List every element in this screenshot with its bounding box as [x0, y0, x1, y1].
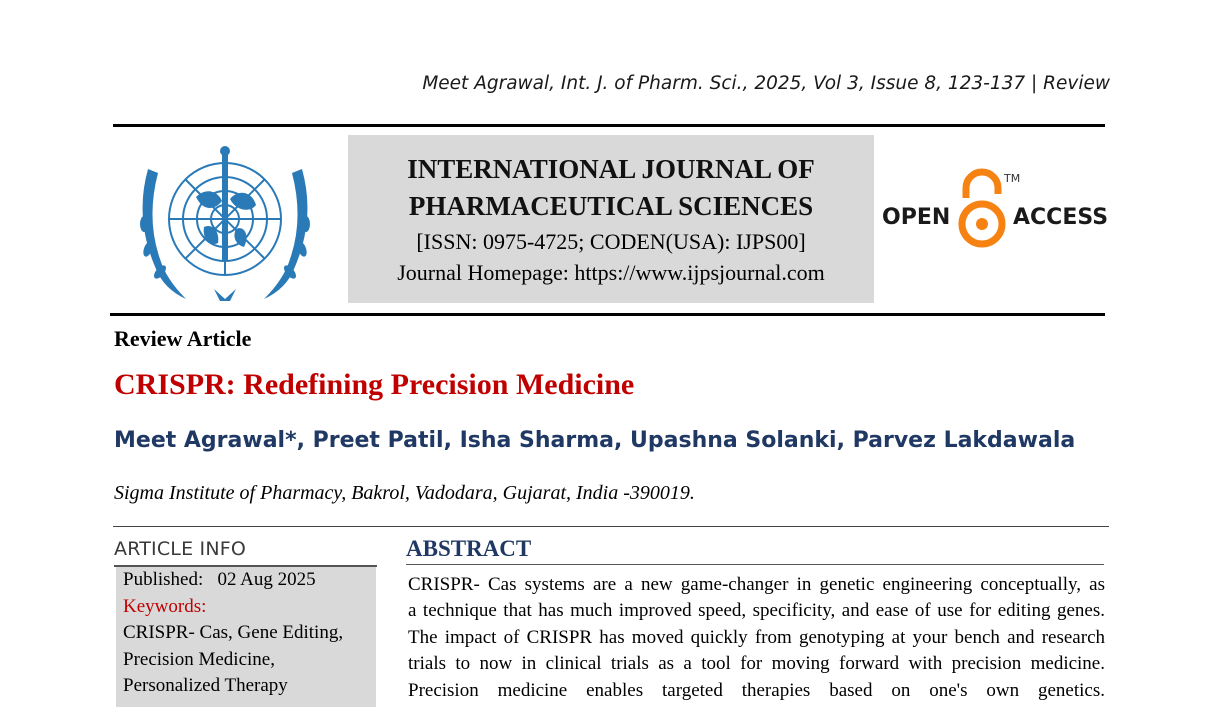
header-rule-bottom [110, 313, 1105, 316]
section-divider [113, 526, 1109, 527]
abstract-rule [406, 564, 1104, 565]
journal-name [348, 151, 874, 225]
homepage-line: Journal Homepage: https://www.ijpsjournal.com [397, 260, 825, 285]
abstract-body [408, 572, 1105, 704]
header-rule-top [113, 124, 1105, 127]
journal-name-line1: INTERNATIONAL JOURNAL OF [407, 154, 815, 184]
keywords-line: CRISPR- Cas, Gene Editing, [123, 622, 344, 643]
abstract-line: Precision medicine enables targeted therapies based on one's own genetics. [408, 679, 1105, 701]
abstract-line: trials to now in clinical trials as a tool for moving forward with precision medicine. [408, 653, 1105, 675]
abstract-line: a technique that has much improved speed, specificity, and ease of use for editing genes. [408, 600, 1105, 622]
article-info-heading: ARTICLE INFO [114, 538, 247, 560]
keywords-label: Keywords: [123, 595, 207, 617]
article-type: Review Article [114, 326, 252, 351]
journal-name-line2: PHARMACEUTICAL SCIENCES [408, 191, 814, 221]
open-access-tm: TM [1004, 172, 1021, 185]
open-access-label-open: OPEN [882, 205, 951, 230]
published-label: Published: [123, 569, 204, 590]
issn-line: [ISSN: 0975-4725; CODEN(USA): IJPS00] [416, 229, 806, 254]
open-access-icon [880, 168, 1110, 250]
published-date: 02 Aug 2025 [217, 569, 316, 590]
author-list: Meet Agrawal*, Preet Patil, Isha Sharma, Upashna Solanki, Parvez Lakdawala [114, 428, 1076, 453]
abstract-heading: ABSTRACT [406, 536, 532, 561]
article-info-box [116, 567, 376, 707]
affiliation: Sigma Institute of Pharmacy, Bakrol, Vadodara, Gujarat, India -390019. [114, 482, 695, 504]
article-title: CRISPR: Redefining Precision Medicine [114, 368, 635, 401]
journal-header-box [348, 135, 874, 303]
keywords-line: Precision Medicine, [123, 648, 275, 670]
abstract-line: The impact of CRISPR has moved quickly from genotyping at your bench and research [408, 626, 1105, 648]
open-access-label-access: ACCESS [1013, 205, 1109, 230]
keywords-line: Personalized Therapy [123, 675, 288, 696]
emblem-logo-icon [126, 139, 324, 305]
published-row [123, 567, 376, 594]
abstract-line: CRISPR- Cas systems are a new game-changer in genetic engineering conceptually, as [408, 574, 1105, 595]
citation-line: Meet Agrawal, Int. J. of Pharm. Sci., 2025, Vol 3, Issue 8, 123-137 | Review [422, 73, 1110, 94]
